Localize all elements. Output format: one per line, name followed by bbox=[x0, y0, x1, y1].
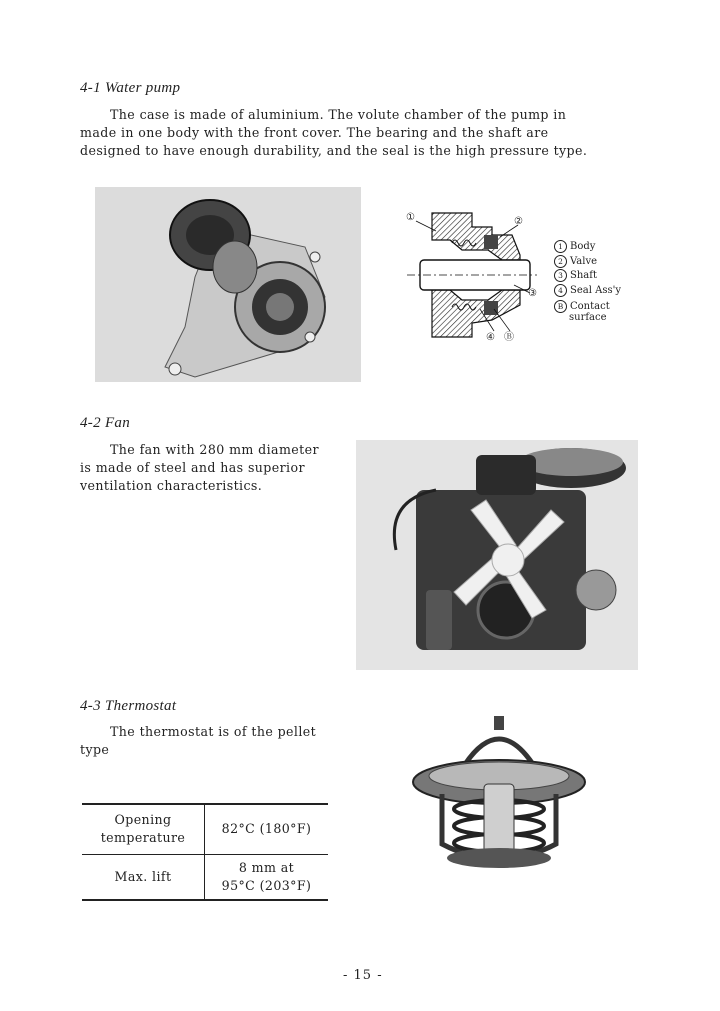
page-number: - 15 - bbox=[343, 968, 383, 983]
legend-label: Body bbox=[570, 241, 596, 252]
callout-4: ④ bbox=[486, 332, 495, 343]
diagram-legend bbox=[554, 240, 621, 323]
table-row bbox=[82, 804, 328, 854]
thermostat-spec-table bbox=[82, 803, 328, 901]
legend-label: Shaft bbox=[570, 270, 597, 281]
legend-number: 3 bbox=[554, 269, 567, 282]
table-label-cell bbox=[82, 804, 205, 854]
row-label-line-1: Max. lift bbox=[114, 869, 172, 885]
callout-b: Ⓑ bbox=[504, 332, 514, 343]
section-heading-fan: 4-2 Fan bbox=[80, 415, 131, 431]
legend-number: B bbox=[554, 300, 567, 313]
fan-text-line-2: is made of steel and has superior bbox=[80, 460, 305, 475]
table-value-cell bbox=[205, 854, 329, 900]
table-row bbox=[82, 854, 328, 900]
table-value-cell bbox=[205, 804, 329, 854]
legend-item-body bbox=[554, 240, 621, 255]
legend-label: Seal Ass'y bbox=[570, 284, 621, 296]
water-pump-text-line-3: designed to have enough durability, and the seal is the high pressure type. bbox=[80, 143, 588, 158]
callout-3: ③ bbox=[528, 288, 537, 299]
callout-2: ② bbox=[514, 216, 523, 227]
water-pump-photo bbox=[95, 187, 361, 382]
legend-number: 2 bbox=[554, 255, 567, 268]
row-value-line-1: 82°C (180°F) bbox=[221, 821, 312, 837]
row-label-line-1: Opening bbox=[114, 812, 172, 828]
row-value-line-2: 95°C (203°F) bbox=[221, 877, 312, 893]
legend-number: 1 bbox=[554, 240, 567, 253]
table-label-cell bbox=[82, 854, 205, 900]
water-pump-section-diagram bbox=[402, 205, 542, 345]
legend-number: 4 bbox=[554, 284, 567, 297]
callout-1: ① bbox=[406, 212, 415, 223]
thermostat-photo bbox=[412, 714, 586, 874]
thermostat-text-line-2: type bbox=[80, 742, 110, 757]
legend-item-contact bbox=[554, 300, 621, 323]
legend-item-valve bbox=[554, 255, 621, 270]
legend-label: Valve bbox=[570, 255, 598, 267]
water-pump-text-line-1: The case is made of aluminium. The volute chamber of the pump in bbox=[110, 107, 567, 122]
row-value-line-1: 8 mm at bbox=[238, 859, 295, 875]
legend-label: Contact bbox=[570, 301, 610, 312]
legend-item-seal bbox=[554, 284, 621, 299]
water-pump-text-line-2: made in one body with the front cover. The bearing and the shaft are bbox=[80, 125, 549, 140]
thermostat-text-line-1: The thermostat is of the pellet bbox=[110, 724, 317, 739]
row-label-line-2: temperature bbox=[100, 830, 186, 846]
legend-item-shaft bbox=[554, 269, 621, 284]
legend-label-line-2: surface bbox=[569, 312, 607, 323]
section-heading-water-pump: 4-1 Water pump bbox=[80, 80, 181, 96]
fan-text-line-1: The fan with 280 mm diameter bbox=[110, 442, 319, 457]
section-heading-thermostat: 4-3 Thermostat bbox=[80, 698, 177, 714]
fan-text-line-3: ventilation characteristics. bbox=[80, 478, 263, 493]
engine-fan-photo bbox=[356, 440, 638, 670]
